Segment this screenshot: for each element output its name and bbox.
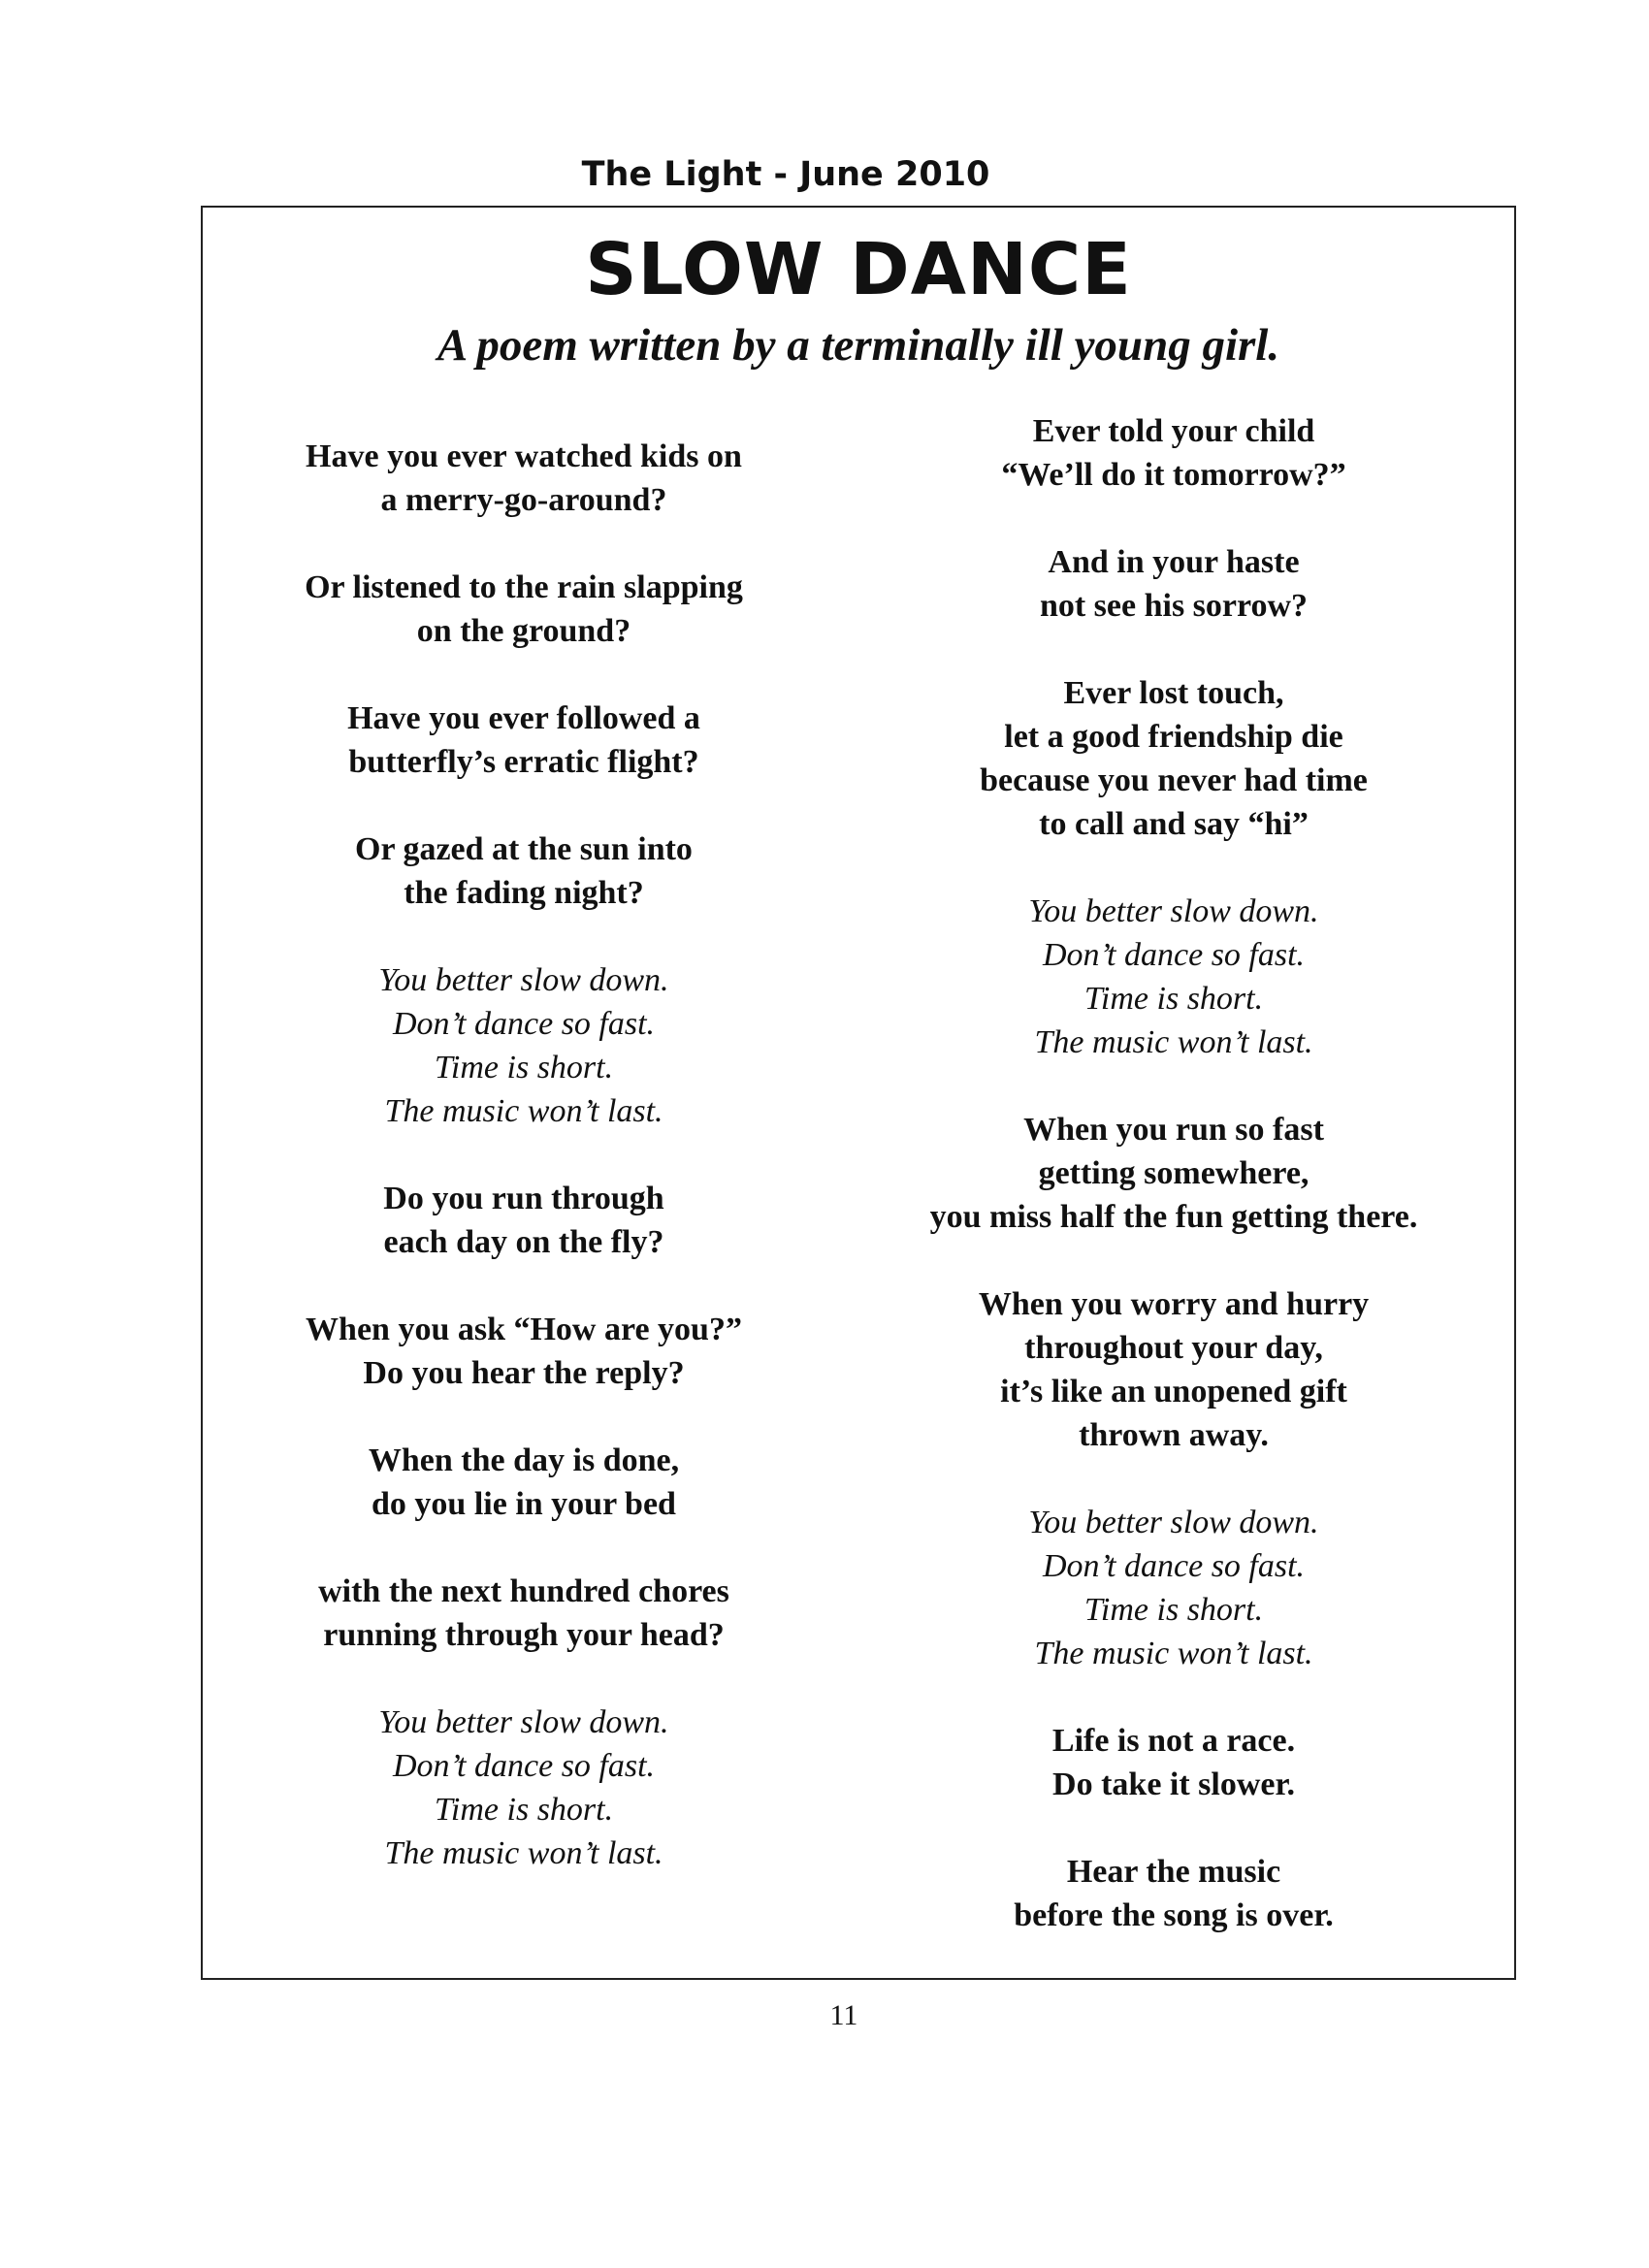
poem-stanza — [223, 1177, 824, 1264]
poem-line: Don’t dance so fast. — [392, 1006, 656, 1042]
poem-stanza — [223, 1308, 824, 1395]
poem-line: The music won’t last. — [1034, 1636, 1313, 1671]
poem-line: Ever told your child — [1032, 413, 1315, 449]
poem-stanza — [223, 435, 824, 522]
poem-title: SLOW DANCE — [585, 228, 1132, 311]
poem-line: You better slow down. — [1028, 1505, 1319, 1540]
poem-line: Hear the music — [1066, 1854, 1281, 1890]
poem-line: Do you hear the reply? — [363, 1355, 685, 1391]
poem-stanza — [223, 827, 824, 915]
poem-stanza — [854, 1719, 1494, 1806]
poem-line: Don’t dance so fast. — [1042, 1548, 1306, 1584]
poem-line: “We’ll do it tomorrow?” — [1001, 457, 1346, 493]
refrain-stanza — [223, 958, 824, 1133]
poem-line: throughout your day, — [1024, 1330, 1323, 1366]
poem-stanza — [854, 1282, 1494, 1457]
page-number: 11 — [829, 1999, 858, 2031]
poem-column-left — [223, 435, 824, 1919]
poem-line: You better slow down. — [378, 1704, 669, 1740]
poem-line: to call and say “hi” — [1039, 806, 1309, 842]
poem-column-right — [854, 409, 1494, 1981]
poem-stanza — [223, 1570, 824, 1657]
poem-line: When you ask “How are you?” — [306, 1312, 742, 1347]
poem-line: When you run so fast — [1023, 1112, 1324, 1148]
poem-subtitle: A poem written by a terminally ill young girl. — [436, 320, 1280, 371]
poem-line: The music won’t last. — [1034, 1024, 1313, 1060]
poem-stanza — [223, 566, 824, 653]
refrain-stanza — [854, 890, 1494, 1064]
poem-stanza — [854, 1108, 1494, 1239]
poem-line: The music won’t last. — [384, 1835, 663, 1871]
poem-line: because you never had time — [980, 762, 1368, 798]
poem-line: let a good friendship die — [1004, 719, 1343, 755]
poem-line: When the day is done, — [368, 1442, 680, 1478]
poem-line: before the song is over. — [1014, 1897, 1334, 1933]
poem-line: Time is short. — [434, 1050, 614, 1085]
poem-line: You better slow down. — [1028, 893, 1319, 929]
poem-line: Do take it slower. — [1052, 1766, 1295, 1802]
poem-line: running through your head? — [323, 1617, 725, 1653]
poem-stanza — [854, 1850, 1494, 1937]
poem-line: it’s like an unopened gift — [1000, 1374, 1347, 1409]
refrain-stanza — [223, 1701, 824, 1875]
refrain-stanza — [854, 1501, 1494, 1675]
poem-line: on the ground? — [416, 613, 631, 649]
poem-line: Have you ever watched kids on — [306, 438, 742, 474]
poem-line: you miss half the fun getting there. — [929, 1199, 1418, 1235]
poem-stanza — [854, 409, 1494, 497]
poem-line: And in your haste — [1048, 544, 1300, 580]
poem-line: You better slow down. — [378, 962, 669, 998]
poem-line: When you worry and hurry — [978, 1286, 1370, 1322]
poem-line: Time is short. — [434, 1792, 614, 1828]
poem-line: Or gazed at the sun into — [355, 831, 693, 867]
poem-line: Or listened to the rain slapping — [305, 569, 743, 605]
poem-stanza — [854, 540, 1494, 628]
poem-line: Life is not a race. — [1051, 1723, 1296, 1759]
poem-line: Don’t dance so fast. — [392, 1748, 656, 1784]
poem-stanza — [854, 671, 1494, 846]
poem-stanza — [223, 697, 824, 784]
poem-line: Time is short. — [1083, 981, 1264, 1017]
poem-line: each day on the fly? — [383, 1224, 664, 1260]
poem-line: Have you ever followed a — [347, 700, 700, 736]
poem-line: do you lie in your bed — [372, 1486, 676, 1522]
poem-stanza — [223, 1439, 824, 1526]
poem-line: a merry-go-around? — [380, 482, 667, 518]
poem-line: the fading night? — [404, 875, 644, 911]
poem-line: The music won’t last. — [384, 1093, 663, 1129]
poem-line: not see his sorrow? — [1039, 588, 1309, 624]
poem-line: thrown away. — [1079, 1417, 1269, 1453]
poem-line: getting somewhere, — [1038, 1155, 1310, 1191]
poem-line: Time is short. — [1083, 1592, 1264, 1628]
poem-line: Ever lost touch, — [1063, 675, 1284, 711]
poem-line: Don’t dance so fast. — [1042, 937, 1306, 973]
masthead: The Light - June 2010 — [581, 155, 990, 194]
poem-line: Do you run through — [383, 1181, 664, 1216]
poem-line: with the next hundred chores — [318, 1573, 729, 1609]
poem-line: butterfly’s erratic flight? — [348, 744, 699, 780]
